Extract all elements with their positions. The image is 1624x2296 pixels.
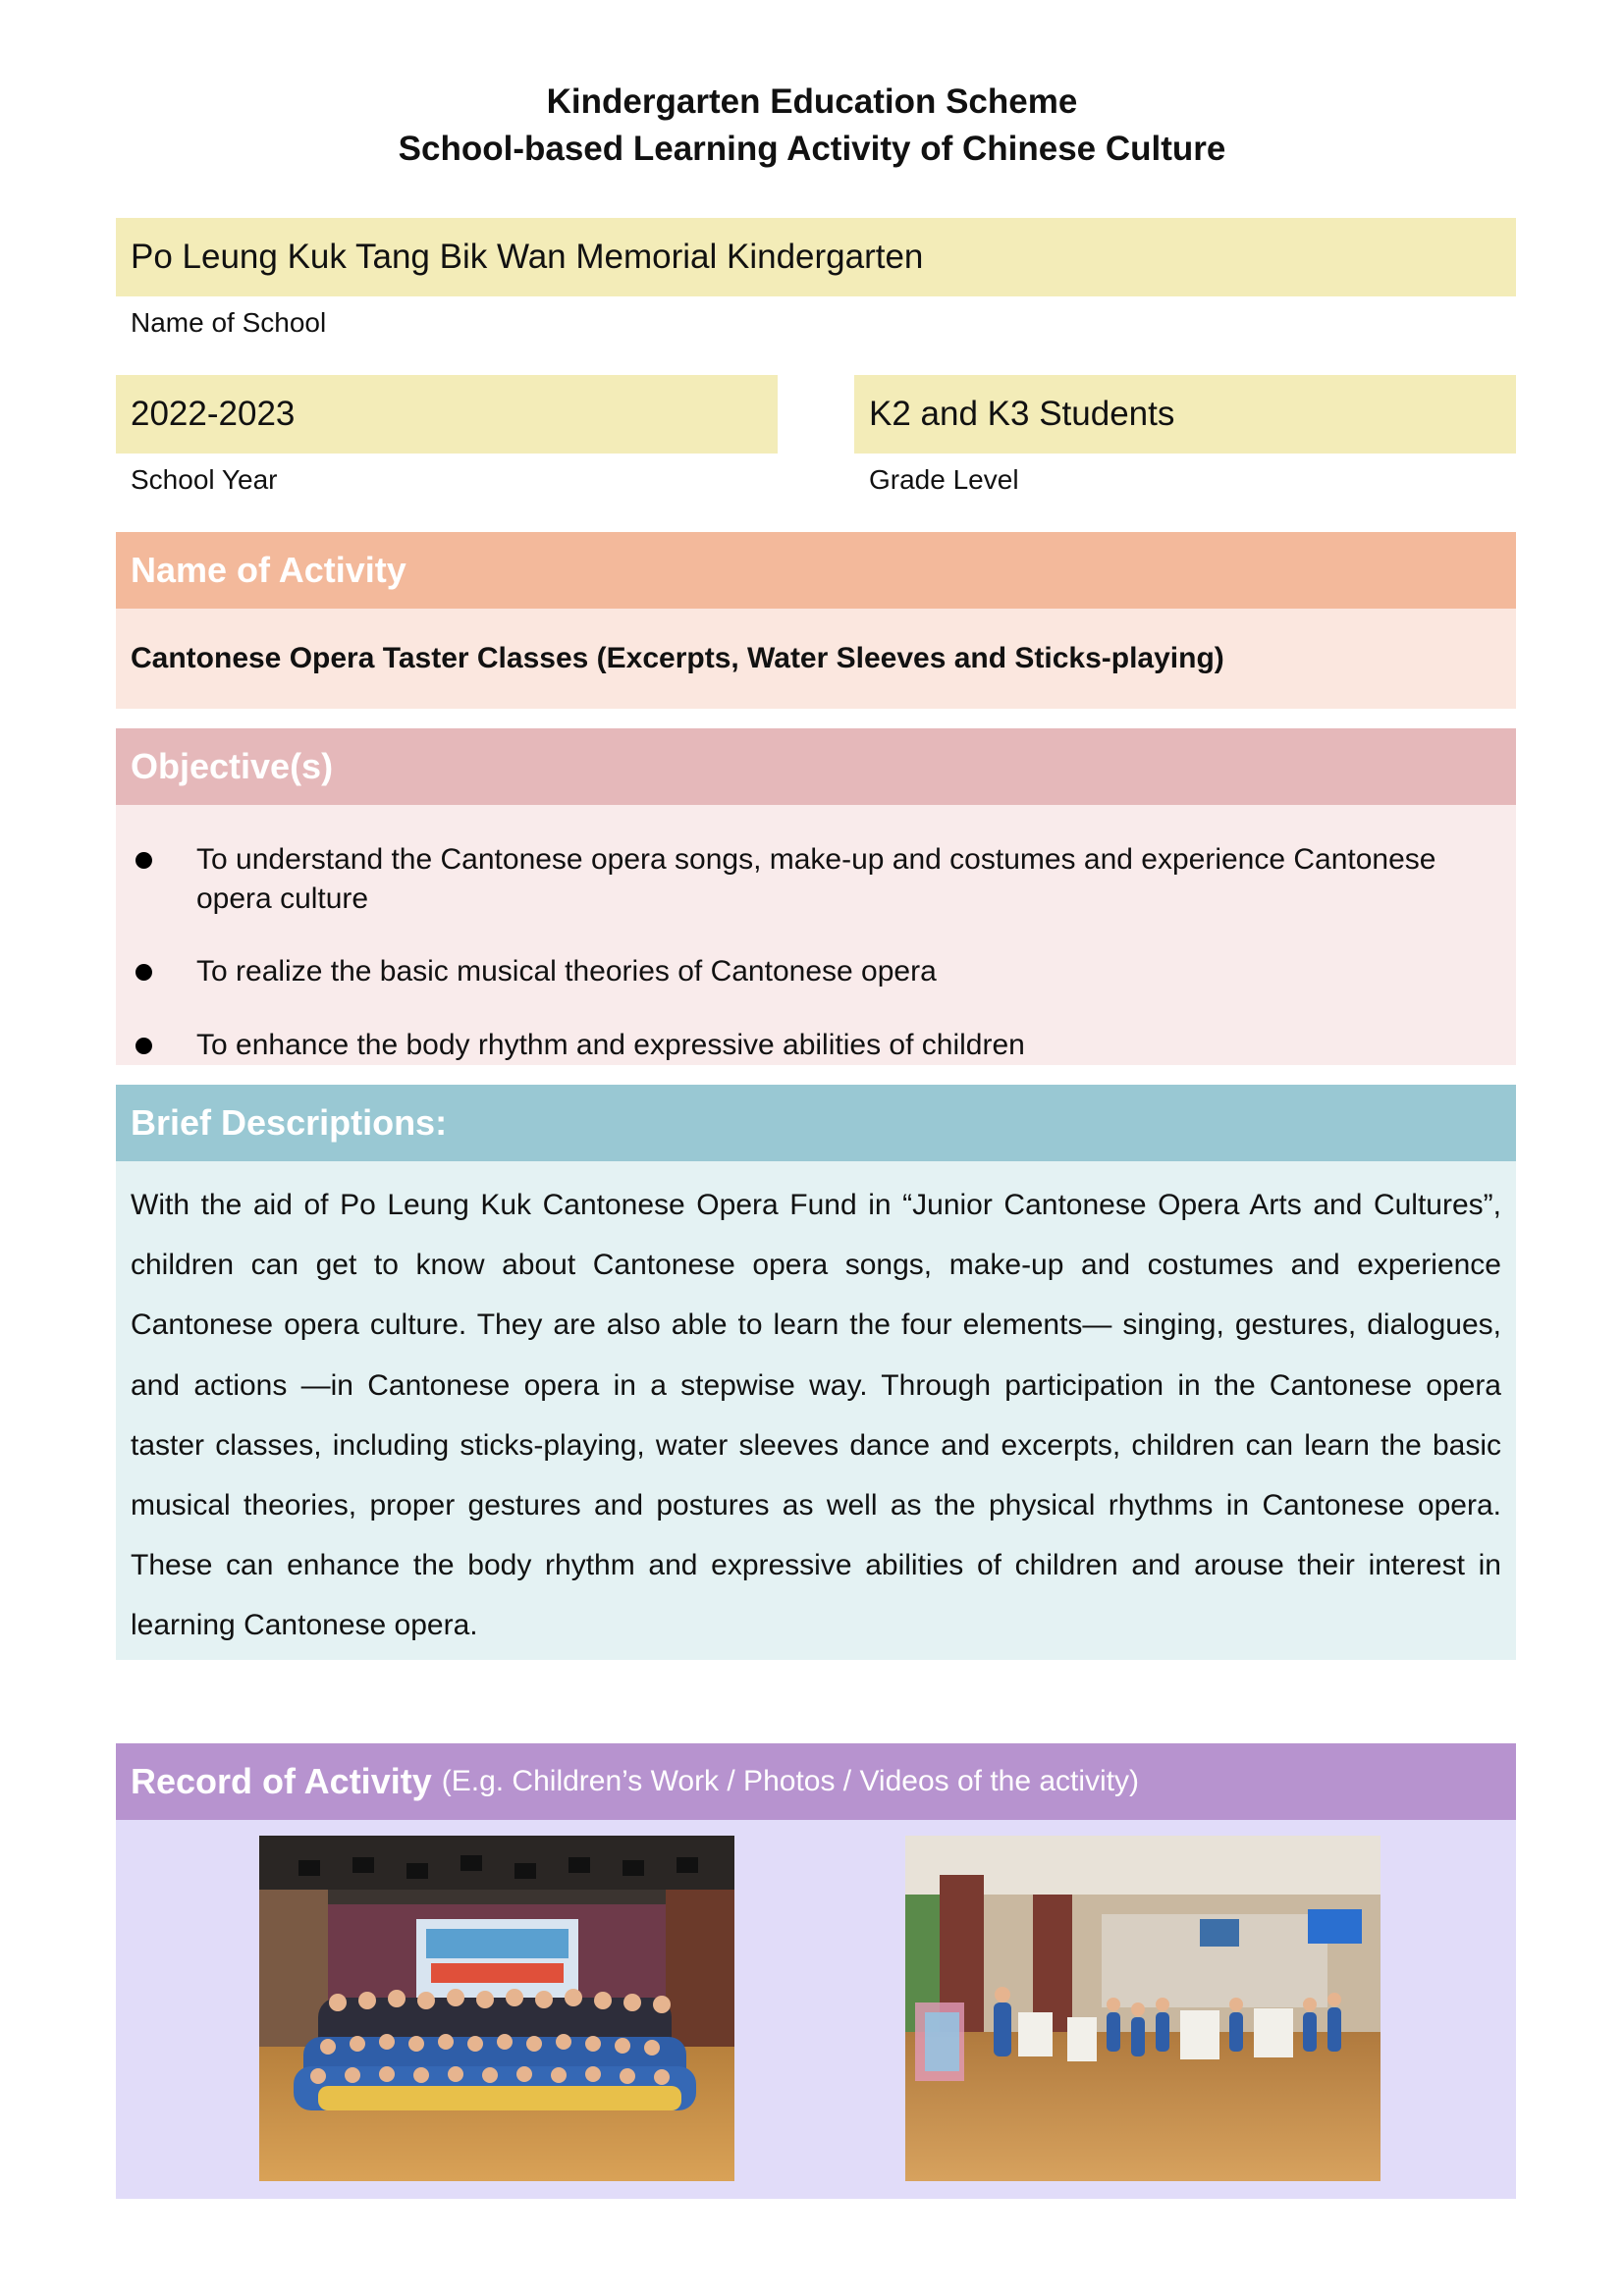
bullet-icon — [135, 964, 152, 981]
school-year-value: 2022-2023 — [131, 395, 296, 433]
grade-level-label: Grade Level — [869, 464, 1019, 495]
header-line-1: Kindergarten Education Scheme — [546, 82, 1078, 121]
record-subheading: (E.g. Children’s Work / Photos / Videos of the activity) — [441, 1765, 1140, 1797]
objective-text: To understand the Cantonese opera songs, make-up and costumes and experience Cantonese opera culture — [196, 843, 1436, 915]
school-year-label: School Year — [131, 464, 278, 495]
activity-section-body — [116, 609, 1516, 709]
description-heading: Brief Descriptions: — [131, 1102, 448, 1143]
school-name-label: Name of School — [131, 307, 327, 338]
objective-text: To enhance the body rhythm and expressive abilities of children — [196, 1029, 1025, 1061]
objectives-section-body — [116, 805, 1516, 1065]
bullet-icon — [135, 852, 152, 869]
description-text: With the aid of Po Leung Kuk Cantonese Opera Fund in “Junior Cantonese Opera Arts and Cultures”, children can get to know about Cantonese opera songs, make-up and costumes and experience Cantonese opera culture. They are also able to learn the four elements— singing, gestures, dialogues, and actions —in Cantonese opera in a stepwise way. Through participation in the Cantonese opera taster classes, including sticks-playing, water sleeves dance and excerpts, children can learn the basic musical theories, proper gestures and postures as well as the physical rhythms in Cantonese opera. These can enhance the body rhythm and expressive abilities of children and arouse their interest in learning Cantonese opera. — [131, 1189, 1501, 1642]
activity-section-header — [116, 532, 1516, 609]
school-year-field — [116, 375, 778, 454]
grade-level-value: K2 and K3 Students — [869, 395, 1175, 433]
school-name-value: Po Leung Kuk Tang Bik Wan Memorial Kindergarten — [131, 238, 924, 276]
header-line-2: School-based Learning Activity of Chinese Culture — [398, 130, 1226, 168]
school-name-field — [116, 218, 1516, 296]
document-header — [0, 79, 1624, 173]
record-heading: Record of Activity — [131, 1761, 432, 1801]
activity-name: Cantonese Opera Taster Classes (Excerpts, Water Sleeves and Sticks-playing) — [131, 642, 1224, 674]
activity-heading: Name of Activity — [131, 550, 406, 590]
objectives-section-header — [116, 728, 1516, 805]
objectives-heading: Objective(s) — [131, 746, 334, 786]
record-section-header — [116, 1743, 1516, 1820]
grade-level-field — [854, 375, 1516, 454]
activity-photo-group — [259, 1836, 734, 2181]
description-section-body — [116, 1161, 1516, 1660]
bullet-icon — [135, 1038, 152, 1054]
description-section-header — [116, 1085, 1516, 1161]
objective-text: To realize the basic musical theories of Cantonese opera — [196, 955, 937, 988]
activity-photo-performance — [905, 1836, 1380, 2181]
